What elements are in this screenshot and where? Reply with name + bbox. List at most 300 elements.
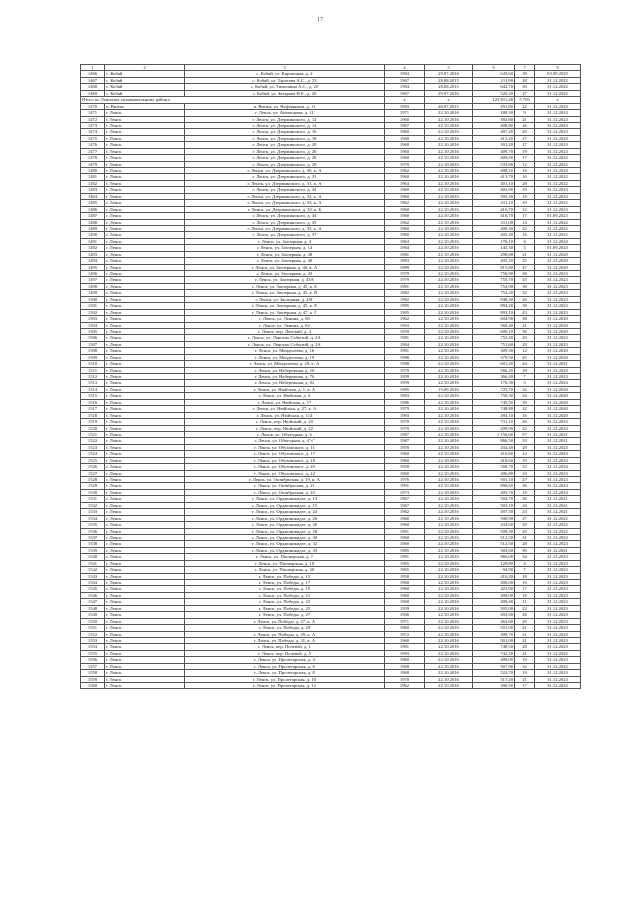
table-cell: 31.12.2024: [535, 464, 581, 470]
column-number: 8: [535, 65, 581, 71]
table-cell: 1989: [385, 264, 425, 270]
table-cell: 1549: [81, 612, 105, 618]
table-cell: 22.10.2016: [425, 618, 473, 624]
table-cell: г. Ленск: [105, 374, 185, 380]
table-cell: 1509: [81, 354, 105, 360]
district-total-residents: 5 705: [515, 97, 535, 103]
table-cell: 751,60: [473, 341, 515, 347]
table-cell: 1960: [385, 187, 425, 193]
table-cell: г. Ленск: [105, 515, 185, 521]
table-cell: г. Ленск, ул. Нюйская, д. 114: [185, 412, 385, 418]
table-cell: 20: [515, 528, 535, 534]
table-cell: 23: [515, 470, 535, 476]
table-cell: 19: [515, 200, 535, 206]
table-cell: 1538: [81, 541, 105, 547]
table-cell: 4: [515, 560, 535, 566]
table-cell: 22.10.2016: [425, 528, 473, 534]
table-cell: г. Ленск: [105, 225, 185, 231]
table-cell: 409,00: [473, 592, 515, 598]
table-cell: 748,50: [473, 644, 515, 650]
column-number: 5: [425, 65, 473, 71]
table-cell: 32: [515, 663, 535, 669]
table-cell: г. Ленск, ул. Пролетарская, д. 8: [185, 670, 385, 676]
table-cell: 31.12.2021: [535, 496, 581, 502]
table-cell: 501,00: [473, 625, 515, 631]
table-cell: 5: [515, 245, 535, 251]
table-cell: 22.10.2016: [425, 567, 473, 573]
table-cell: 1475: [81, 135, 105, 141]
table-cell: 22.10.2016: [425, 663, 473, 669]
table-cell: г. Ленск, ул. Победы, д. 25: [185, 605, 385, 611]
table-cell: 408,80: [473, 122, 515, 128]
table-cell: г. Ленск: [105, 277, 185, 283]
table-cell: 31.12.2023: [535, 567, 581, 573]
table-cell: 1493: [81, 251, 105, 257]
table-cell: 848,30: [473, 296, 515, 302]
table-cell: 10: [515, 174, 535, 180]
table-cell: г. Ленск, ул. Дзержинского, д. 32: [185, 187, 385, 193]
table-cell: 22.10.2016: [425, 219, 473, 225]
table-cell: г. Ленск: [105, 386, 185, 392]
table-cell: 890,60: [473, 483, 515, 489]
table-cell: 410,60: [473, 451, 515, 457]
table-cell: 31.12.2022: [535, 528, 581, 534]
table-cell: г. Ленск, ул. Дзержинского, д. 12: [185, 116, 385, 122]
table-cell: г. Ленск, ул. Орджоникидзе, д. 26: [185, 515, 385, 521]
table-cell: г. Ленск, ул. Дзержинского, д. 31: [185, 174, 385, 180]
table-cell: 1981: [385, 283, 425, 289]
table-cell: 19: [515, 657, 535, 663]
table-cell: 731,10: [473, 419, 515, 425]
table-cell: г. Ленск: [105, 528, 185, 534]
table-cell: 1963: [385, 322, 425, 328]
table-cell: 1960: [385, 522, 425, 528]
table-cell: 31.12.2023: [535, 335, 581, 341]
table-cell: 15.09.2016: [425, 386, 473, 392]
table-cell: 1960: [385, 599, 425, 605]
table-cell: 39: [515, 71, 535, 77]
table-cell: 31.12.2022: [535, 232, 581, 238]
table-cell: 1967: [385, 502, 425, 508]
table-cell: 36: [515, 328, 535, 334]
table-cell: 31.12.2023: [535, 670, 581, 676]
table-cell: г. Ленск: [105, 592, 185, 598]
table-cell: 1540: [81, 554, 105, 560]
table-cell: 3: [515, 380, 535, 386]
table-cell: 405,20: [473, 232, 515, 238]
table-cell: г. Ленск, ул. Дзержинского, д. 28: [185, 155, 385, 161]
table-cell: 22.10.2016: [425, 283, 473, 289]
table-cell: 1964: [385, 180, 425, 186]
table-cell: 176,10: [473, 238, 515, 244]
table-cell: 1960: [385, 129, 425, 135]
table-cell: 1548: [81, 605, 105, 611]
table-cell: 1559: [81, 676, 105, 682]
table-cell: 18: [515, 489, 535, 495]
table-cell: 495,20: [473, 258, 515, 264]
table-cell: г. Ленск, ул. Нюйская, д. 3: [185, 393, 385, 399]
table-cell: 1496: [81, 271, 105, 277]
table-cell: г. Ленск, ул. Дзержинского, д. 29: [185, 161, 385, 167]
table-cell: 1960: [385, 232, 425, 238]
table-cell: 31.12.2023: [535, 592, 581, 598]
table-cell: 33: [515, 464, 535, 470]
table-cell: 1985: [385, 386, 425, 392]
table-cell: 601,40: [473, 361, 515, 367]
table-cell: 22.10.2016: [425, 180, 473, 186]
table-cell: г. Ленск: [105, 670, 185, 676]
table-cell: 31.12.2022: [535, 515, 581, 521]
table-cell: 31.12.2022: [535, 161, 581, 167]
table-cell: 1514: [81, 386, 105, 392]
table-cell: 501,00: [473, 637, 515, 643]
table-cell: г. Ленск, ул. Дзержинского, д. 30, к. А: [185, 168, 385, 174]
table-cell: 22: [515, 103, 535, 109]
table-cell: 188,30: [473, 110, 515, 116]
table-cell: 1479: [81, 161, 105, 167]
table-cell: 22.10.2016: [425, 206, 473, 212]
table-cell: 30: [515, 283, 535, 289]
table-cell: 866,50: [473, 438, 515, 444]
table-cell: 22.10.2016: [425, 431, 473, 437]
table-cell: 1960: [385, 580, 425, 586]
table-cell: 434,40: [473, 444, 515, 450]
table-cell: 406,80: [473, 470, 515, 476]
table-cell: г. Ленск: [105, 251, 185, 257]
table-cell: 1960: [385, 470, 425, 476]
table-cell: 22.10.2016: [425, 116, 473, 122]
table-cell: 1967: [385, 90, 425, 96]
table-cell: 29.07.2016: [425, 90, 473, 96]
table-cell: 1965: [385, 560, 425, 566]
table-cell: 22.10.2016: [425, 341, 473, 347]
table-cell: 1512: [81, 374, 105, 380]
table-cell: 31.12.2022: [535, 174, 581, 180]
table-cell: 21: [515, 631, 535, 637]
column-number: 3: [185, 65, 385, 71]
table-cell: 503,60: [473, 547, 515, 553]
table-cell: г. Ленск, ул. Орджоникидзе, д. 30: [185, 534, 385, 540]
table-cell: 1960: [385, 174, 425, 180]
table-cell: 497,30: [473, 509, 515, 515]
table-cell: x: [535, 97, 581, 103]
table-cell: 31.12.2022: [535, 90, 581, 96]
table-cell: г. Ленск, ул. Дзержинского, д. 37: [185, 232, 385, 238]
table-cell: 31.12.2021: [535, 431, 581, 437]
table-cell: г. Ленск, ул. Обуховского, д. 22: [185, 470, 385, 476]
table-cell: 38: [515, 316, 535, 322]
column-number: 7: [515, 65, 535, 71]
table-cell: г. Ленск, ул. Дзержинского, д. 14: [185, 122, 385, 128]
table-cell: 31.12.2023: [535, 103, 581, 109]
table-cell: 22.10.2016: [425, 676, 473, 682]
table-cell: 31.12.2024: [535, 380, 581, 386]
table-cell: 748,80: [473, 406, 515, 412]
table-cell: 11: [515, 599, 535, 605]
table-cell: 31.12.2020: [535, 399, 581, 405]
table-cell: 29: [515, 618, 535, 624]
table-cell: 32: [515, 290, 535, 296]
table-cell: г. Ленск, ул. Октябрьская, д. 19, к. А: [185, 477, 385, 483]
table-cell: г. Ленск, ул. Обуховского, д. 20: [185, 464, 385, 470]
table-cell: 28.08.2015: [425, 77, 473, 83]
table-cell: 31.12.2023: [535, 303, 581, 309]
table-cell: г. Ленск: [105, 522, 185, 528]
table-cell: 1991: [385, 483, 425, 489]
table-cell: 22.10.2016: [425, 380, 473, 386]
table-cell: 31.12.2023: [535, 168, 581, 174]
table-cell: 31.12.2023: [535, 283, 581, 289]
table-cell: 7: [515, 567, 535, 573]
table-cell: г. Ленск: [105, 431, 185, 437]
table-cell: 31.12.2023: [535, 605, 581, 611]
table-cell: 19: [515, 187, 535, 193]
table-cell: 31.12.2023: [535, 116, 581, 122]
table-cell: г. Ленск: [105, 367, 185, 373]
table-cell: 22.10.2016: [425, 135, 473, 141]
table-cell: 499,70: [473, 631, 515, 637]
table-cell: г. Ленск: [105, 238, 185, 244]
table-cell: г. Ленск: [105, 573, 185, 579]
table-cell: 22.10.2016: [425, 142, 473, 148]
table-cell: 725,70: [473, 386, 515, 392]
table-cell: 31.12.2021: [535, 361, 581, 367]
table-cell: 1466: [81, 71, 105, 77]
district-total-label: Итого по Ленскому муниципальному району:: [81, 97, 385, 103]
table-cell: г. Ленск, ул. Победы, д. 17: [185, 580, 385, 586]
table-cell: 1969: [385, 670, 425, 676]
table-cell: 500,90: [473, 515, 515, 521]
table-cell: 1960: [385, 612, 425, 618]
table-cell: 517,20: [473, 676, 515, 682]
table-cell: г. Ленск: [105, 258, 185, 264]
table-cell: 22.10.2016: [425, 457, 473, 463]
table-cell: 1960: [385, 534, 425, 540]
table-cell: 409,00: [473, 657, 515, 663]
table-cell: 1960: [385, 592, 425, 598]
table-cell: г. Ленск: [105, 586, 185, 592]
table-cell: 1547: [81, 599, 105, 605]
table-cell: 1470: [81, 103, 105, 109]
table-cell: 22.10.2016: [425, 290, 473, 296]
table-cell: 410,20: [473, 573, 515, 579]
table-cell: 31.12.2024: [535, 238, 581, 244]
table-cell: г. Ленск, ул. Пионерская, д. 7: [185, 554, 385, 560]
table-cell: 1959: [385, 374, 425, 380]
table-cell: 1981: [385, 335, 425, 341]
table-cell: 1508: [81, 348, 105, 354]
table-cell: 18: [515, 592, 535, 598]
table-cell: г. Ленск, ул. Орджоникидзе, д. 26: [185, 522, 385, 528]
table-cell: 26: [515, 496, 535, 502]
table-cell: п. Витим: [105, 103, 185, 109]
table-cell: 1557: [81, 663, 105, 669]
table-cell: 1959: [385, 444, 425, 450]
table-cell: 1960: [385, 213, 425, 219]
table-cell: г. Ленск: [105, 412, 185, 418]
table-cell: г. Ленск: [105, 605, 185, 611]
table-cell: 409,40: [473, 599, 515, 605]
table-cell: 22.10.2016: [425, 483, 473, 489]
table-cell: 463,60: [473, 618, 515, 624]
table-cell: 409,50: [473, 155, 515, 161]
table-cell: 44: [515, 361, 535, 367]
table-cell: г. Ленск: [105, 547, 185, 553]
table-cell: 1539: [81, 547, 105, 553]
table-cell: 1964: [385, 238, 425, 244]
table-cell: 22.10.2016: [425, 657, 473, 663]
table-cell: 1503: [81, 316, 105, 322]
table-cell: 604,90: [473, 316, 515, 322]
table-cell: г. Ленск: [105, 554, 185, 560]
table-cell: 754,20: [473, 290, 515, 296]
table-cell: 520,20: [473, 90, 515, 96]
table-cell: 22.10.2016: [425, 225, 473, 231]
table-cell: 568,40: [473, 322, 515, 328]
table-cell: г. Ленск: [105, 322, 185, 328]
table-cell: 22.10.2016: [425, 509, 473, 515]
table-cell: с. Кобяй, ул. Тарасова А.С., д. 23: [185, 77, 385, 83]
table-cell: 47: [515, 264, 535, 270]
table-cell: 31.12.2022: [535, 225, 581, 231]
table-cell: г. Ленск, ул. Орджоникидзе, д. 28: [185, 528, 385, 534]
table-cell: 12: [515, 161, 535, 167]
table-cell: г. Ленск: [105, 116, 185, 122]
table-cell: 22.10.2016: [425, 547, 473, 553]
table-cell: 1554: [81, 644, 105, 650]
table-cell: 1500: [81, 296, 105, 302]
table-cell: г. Ленск, ул. Пролетарская, д. 12: [185, 683, 385, 689]
table-cell: г. Ленск, ул. Пионерская, д. 20: [185, 567, 385, 573]
table-cell: с. Кобяй, ул. Кирпичная, д. 2: [185, 71, 385, 77]
table-cell: 20.07.2015: [425, 103, 473, 109]
table-cell: 1960: [385, 142, 425, 148]
table-cell: 22.10.2016: [425, 322, 473, 328]
table-cell: 22.10.2016: [425, 573, 473, 579]
table-cell: 1962: [385, 316, 425, 322]
table-cell: 31.12.2020: [535, 354, 581, 360]
table-cell: 31.12.2023: [535, 637, 581, 643]
table-cell: 31.12.2020: [535, 386, 581, 392]
table-cell: 1537: [81, 534, 105, 540]
table-cell: 408,10: [473, 168, 515, 174]
table-cell: г. Ленск: [105, 502, 185, 508]
table-cell: г. Ленск: [105, 303, 185, 309]
table-cell: 57: [515, 431, 535, 437]
table-cell: 815,80: [473, 264, 515, 270]
table-cell: 94,90: [473, 567, 515, 573]
table-cell: 33: [515, 438, 535, 444]
table-cell: 22.10.2016: [425, 232, 473, 238]
table-cell: г. Ленск: [105, 348, 185, 354]
table-cell: 416,70: [473, 206, 515, 212]
column-number: 2: [105, 65, 185, 71]
table-cell: 22: [515, 605, 535, 611]
table-cell: г. Ленск, ул. Пролетарская, д. 10: [185, 676, 385, 682]
table-cell: г. Ленск: [105, 168, 185, 174]
table-cell: 494,10: [473, 412, 515, 418]
table-cell: 22.10.2016: [425, 580, 473, 586]
table-cell: 1962: [385, 200, 425, 206]
table-cell: г. Ленск: [105, 657, 185, 663]
table-cell: 1987: [385, 431, 425, 437]
table-cell: 31.12.2023: [535, 625, 581, 631]
table-cell: 1995: [385, 303, 425, 309]
table-cell: г. Ленск: [105, 483, 185, 489]
table-cell: г. Ленск: [105, 148, 185, 154]
table-cell: 1513: [81, 380, 105, 386]
table-cell: 27: [515, 477, 535, 483]
table-cell: г. Ленск: [105, 110, 185, 116]
table-cell: 31.12.2022: [535, 200, 581, 206]
table-cell: 209,90: [473, 425, 515, 431]
table-cell: 1487: [81, 213, 105, 219]
table-cell: г. Ленск, ул. Заозерная, д. 40: [185, 258, 385, 264]
table-cell: 22.10.2016: [425, 129, 473, 135]
table-cell: 1502: [81, 309, 105, 315]
table-cell: 1960: [385, 193, 425, 199]
table-cell: 31.12.2020: [535, 412, 581, 418]
table-cell: 22.10.2016: [425, 522, 473, 528]
table-cell: 17: [515, 213, 535, 219]
table-cell: г. Ленск: [105, 496, 185, 502]
column-number: 6: [473, 65, 515, 71]
table-cell: 28: [515, 271, 535, 277]
table-cell: 1511: [81, 367, 105, 373]
table-cell: г. Ленск, ул. Обуховского, д. 18: [185, 457, 385, 463]
table-cell: 22.10.2016: [425, 683, 473, 689]
table-cell: 1506: [81, 335, 105, 341]
table-cell: г. Ленск: [105, 406, 185, 412]
table-cell: г. Ленск, ул. Заозерная, д. 14: [185, 245, 385, 251]
table-cell: 522,70: [473, 670, 515, 676]
table-cell: 22.10.2016: [425, 438, 473, 444]
table-cell: x: [385, 97, 425, 103]
table-cell: 1467: [81, 77, 105, 83]
table-cell: 22.10.2016: [425, 174, 473, 180]
table-cell: 1979: [385, 271, 425, 277]
table-cell: г. Ленск: [105, 477, 185, 483]
table-cell: г. Ленск, ул. Набережная, д. 76: [185, 374, 385, 380]
table-cell: 22.10.2016: [425, 245, 473, 251]
table-cell: 1536: [81, 528, 105, 534]
table-cell: г. Ленск, ул. Дзержинского, д. 33, к. Б: [185, 206, 385, 212]
table-cell: 43: [515, 309, 535, 315]
table-cell: 1488: [81, 219, 105, 225]
table-cell: 401,10: [473, 180, 515, 186]
table-cell: 31.12.2023: [535, 374, 581, 380]
table-cell: 1483: [81, 187, 105, 193]
table-cell: 423,90: [473, 586, 515, 592]
table-cell: г. Ленск, ул. Пролетарская, д. 6: [185, 663, 385, 669]
table-cell: 17: [515, 683, 535, 689]
table-cell: г. Ленск: [105, 341, 185, 347]
table-cell: г. Ленск, ул. Заозерная, д. 43: [185, 271, 385, 277]
table-cell: г. Ленск, ул. Орджоникидзе, д. 32: [185, 541, 385, 547]
table-cell: 31: [515, 534, 535, 540]
table-cell: 31.12.2020: [535, 258, 581, 264]
table-cell: 28: [515, 180, 535, 186]
table-cell: 1986: [385, 399, 425, 405]
table-cell: 22.10.2016: [425, 464, 473, 470]
table-cell: 9: [515, 110, 535, 116]
table-cell: 413,70: [473, 174, 515, 180]
table-cell: 31.12.2020: [535, 316, 581, 322]
table-cell: г. Ленск, ул. Заозерная, д. 47, к. Г: [185, 309, 385, 315]
table-cell: 03.09.2025: [535, 71, 581, 77]
table-cell: 22.10.2016: [425, 592, 473, 598]
table-cell: 1960: [385, 541, 425, 547]
